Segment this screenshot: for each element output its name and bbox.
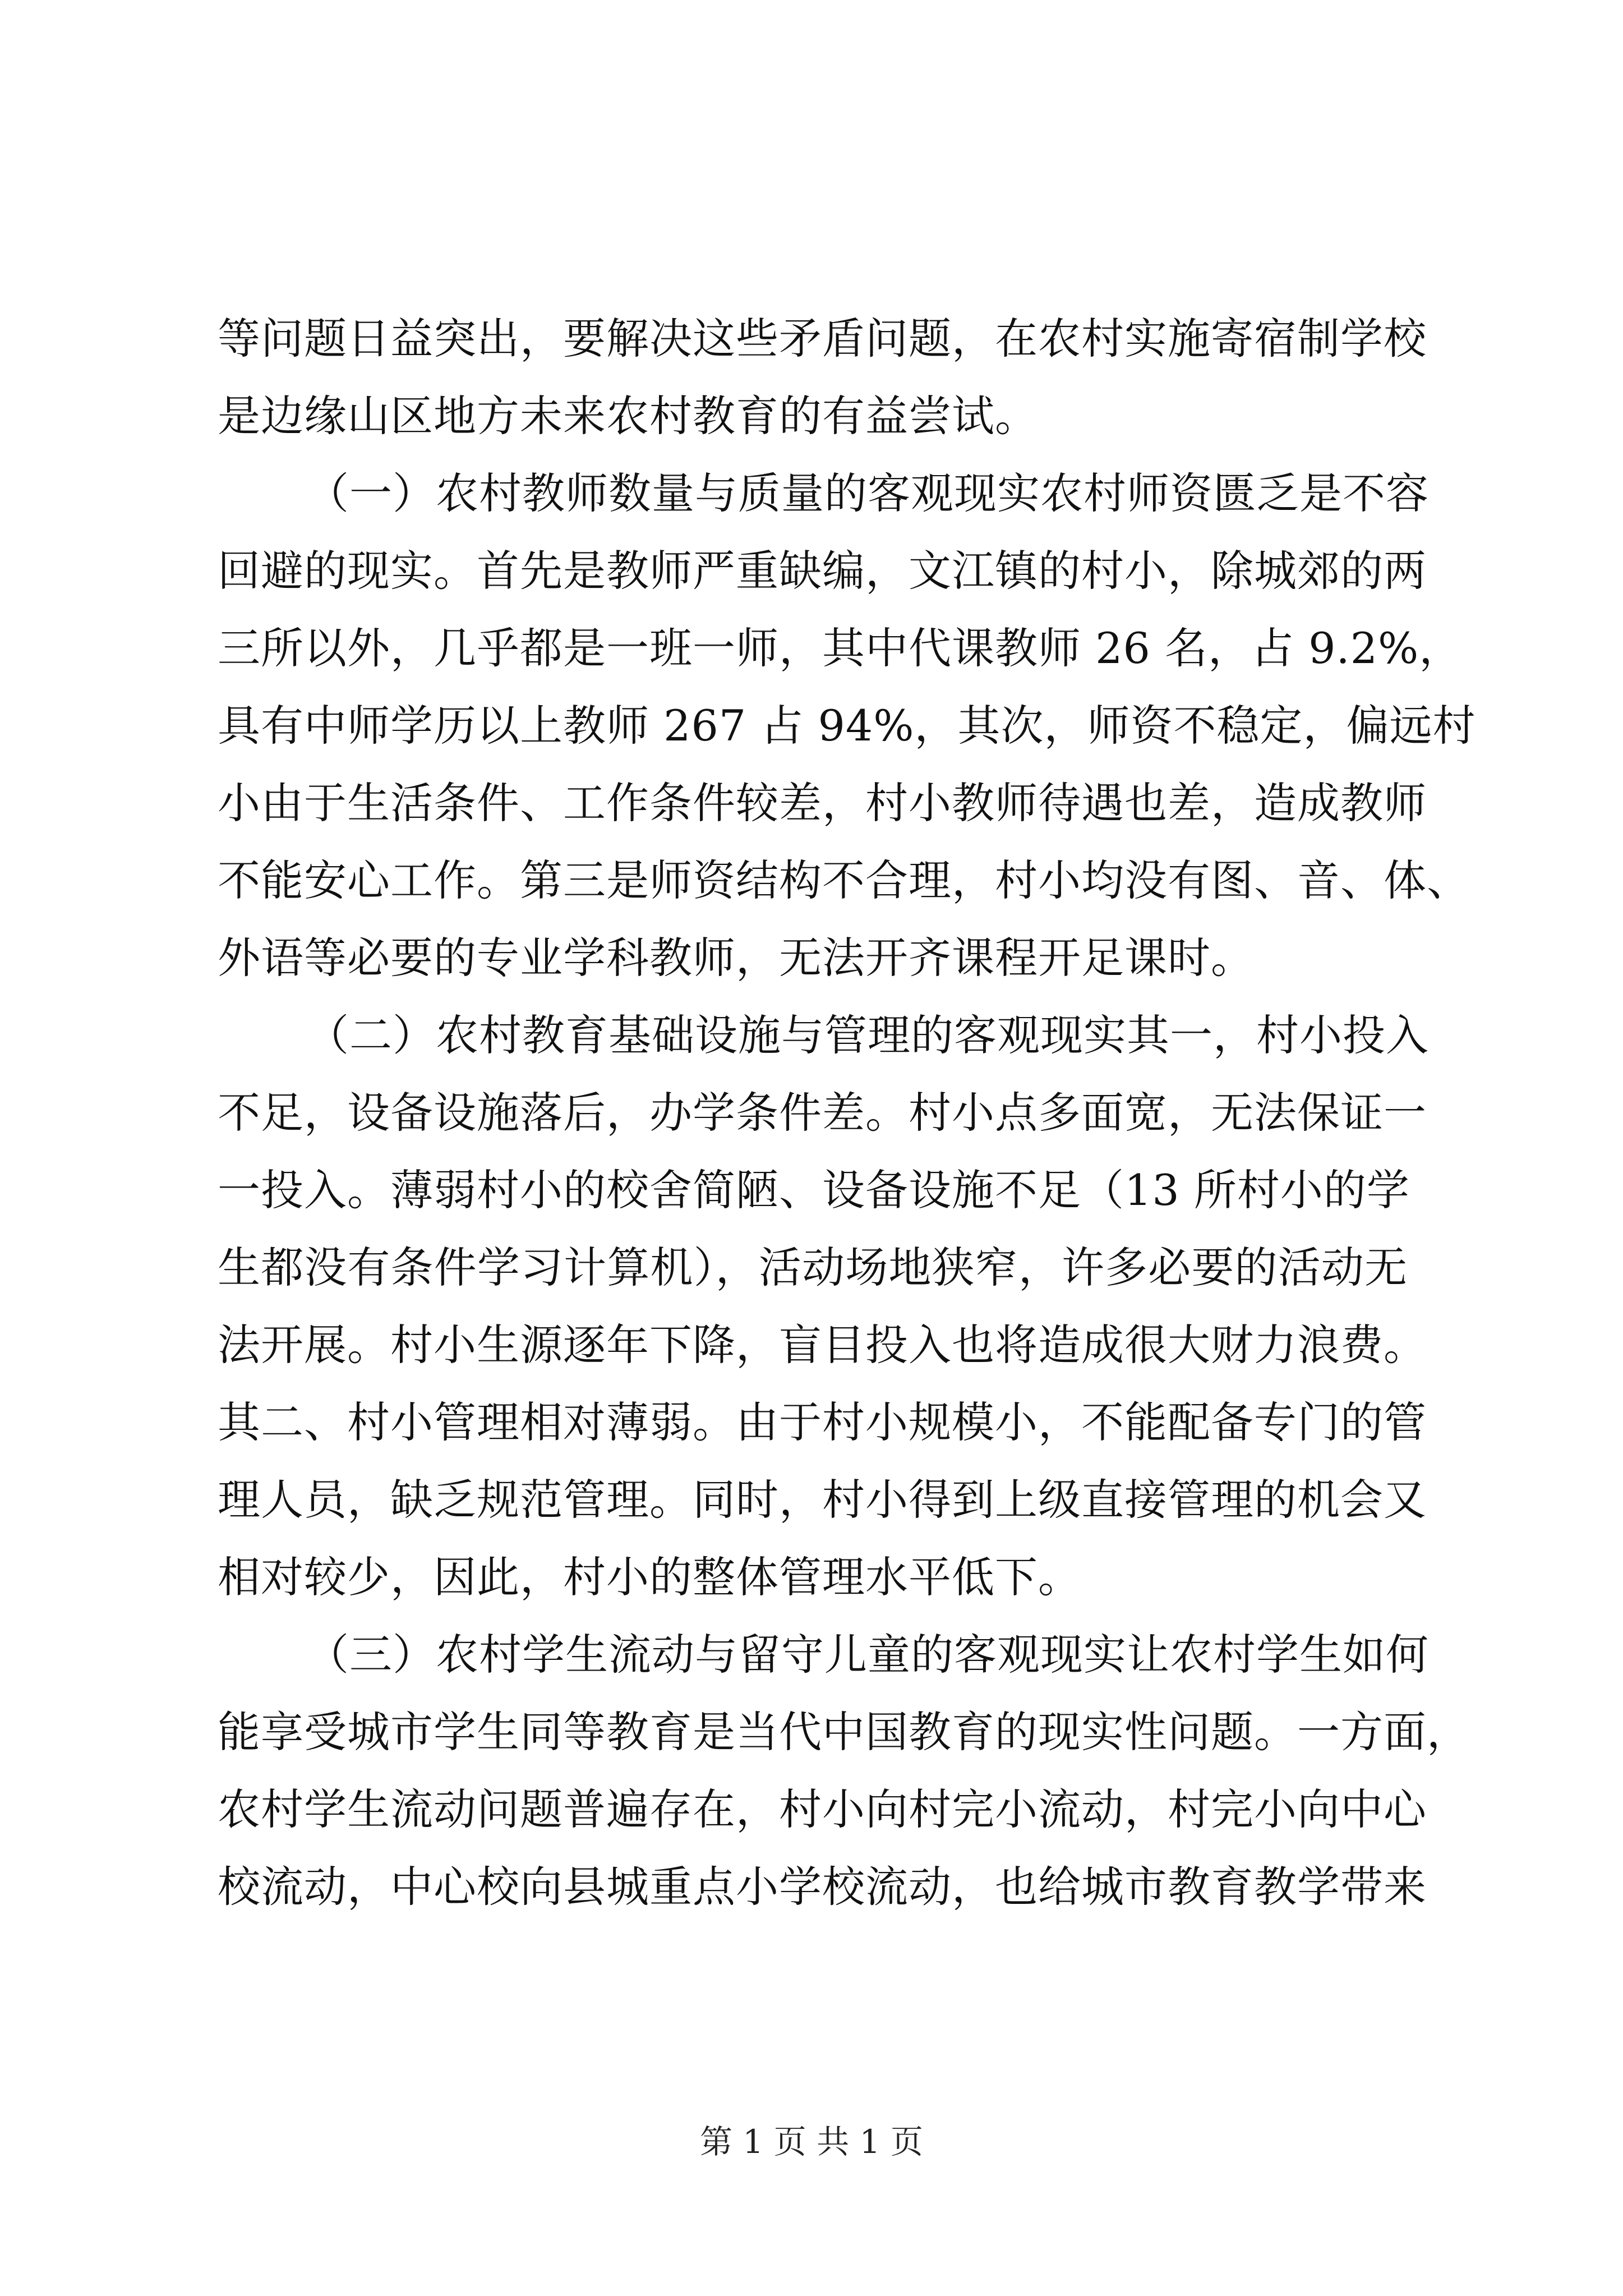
text-line: 三所以外，几乎都是一班一师，其中代课教师 26 名，占 9.2%， bbox=[218, 623, 1463, 673]
text-line: 回避的现实。首先是教师严重缺编，文江镇的村小，除城郊的两 bbox=[218, 546, 1427, 596]
text-line: 理人员，缺乏规范管理。同时，村小得到上级直接管理的机会又 bbox=[218, 1475, 1427, 1525]
text-line: （一）农村教师数量与质量的客观现实农村师资匮乏是不容 bbox=[306, 468, 1429, 518]
text-line: 是边缘山区地方未来农村教育的有益尝试。 bbox=[218, 391, 1038, 441]
text-line: 相对较少，因此，村小的整体管理水平低下。 bbox=[218, 1552, 1081, 1602]
text-line: 农村学生流动问题普遍存在，村小向村完小流动，村完小向中心 bbox=[218, 1784, 1427, 1834]
text-line: 具有中师学历以上教师 267 占 94%，其次，师资不稳定，偏远村 bbox=[218, 701, 1476, 751]
body-text bbox=[218, 300, 1476, 1926]
text-line: （三）农村学生流动与留守儿童的客观现实让农村学生如何 bbox=[306, 1630, 1429, 1680]
text-line: 能享受城市学生同等教育是当代中国教育的现实性问题。一方面， bbox=[218, 1707, 1470, 1757]
text-line: 法开展。村小生源逐年下降，盲目投入也将造成很大财力浪费。 bbox=[218, 1320, 1427, 1370]
text-line: 小由于生活条件、工作条件较差，村小教师待遇也差，造成教师 bbox=[218, 778, 1427, 828]
text-line: 生都没有条件学习计算机），活动场地狭窄，许多必要的活动无 bbox=[218, 1243, 1408, 1292]
text-line: 不能安心工作。第三是师资结构不合理，村小均没有图、音、体、 bbox=[218, 855, 1470, 905]
text-line: （二）农村教育基础设施与管理的客观现实其一，村小投入 bbox=[306, 1010, 1429, 1060]
text-line: 其二、村小管理相对薄弱。由于村小规模小，不能配备专门的管 bbox=[218, 1397, 1427, 1447]
text-line: 等问题日益突出，要解决这些矛盾问题，在农村实施寄宿制学校 bbox=[218, 314, 1427, 364]
page-number-footer: 第 1 页 共 1 页 bbox=[700, 2123, 923, 2161]
text-line: 一投入。薄弱村小的校舍简陋、设备设施不足（13 所村小的学 bbox=[218, 1165, 1410, 1215]
text-line: 外语等必要的专业学科教师，无法开齐课程开足课时。 bbox=[218, 933, 1254, 983]
text-line: 不足，设备设施落后，办学条件差。村小点多面宽，无法保证一 bbox=[218, 1088, 1427, 1138]
text-line: 校流动，中心校向县城重点小学校流动，也给城市教育教学带来 bbox=[218, 1862, 1427, 1912]
